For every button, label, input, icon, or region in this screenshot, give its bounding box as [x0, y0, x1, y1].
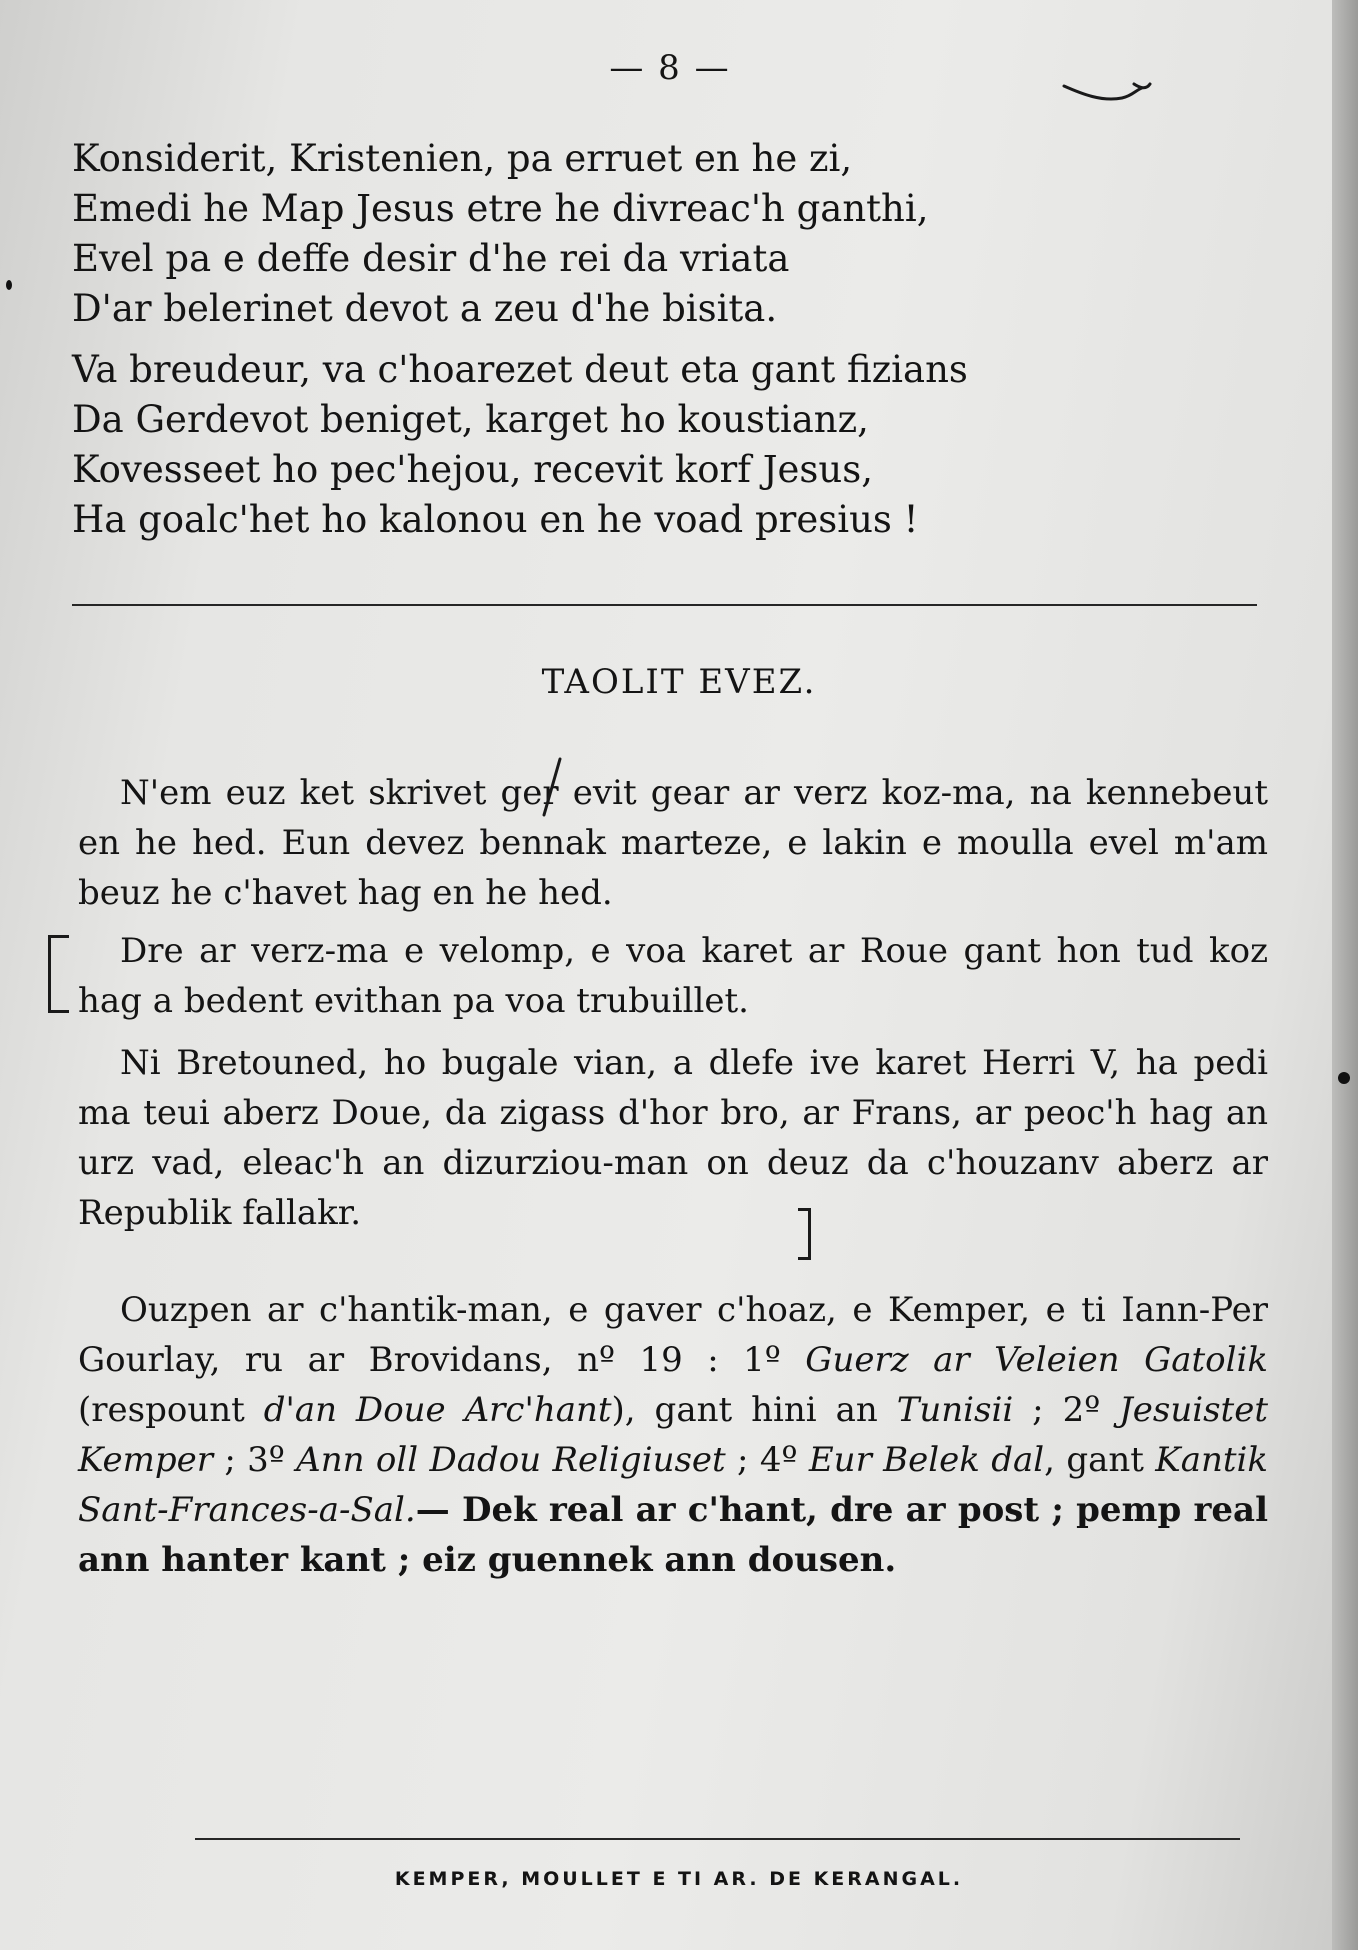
divider-rule: [195, 1838, 1240, 1840]
handwritten-pen-mark-icon: [1062, 80, 1152, 120]
verse-line: D'ar belerinet devot a zeu d'he bisita.: [72, 287, 778, 330]
publications-text: Ouzpen ar c'hantik-man, e gaver c'hoaz, e Kemper, e ti Iann-Per Gourlay, ru ar Brovidans, nº 19 : 1º: [78, 1290, 1268, 1380]
price-text: — Dek real ar c'hant, dre ar post ; pemp real ann hanter kant ; eiz guennek ann dousen.: [78, 1490, 1268, 1580]
printer-imprint: KEMPER, MOULLET E TI AR. DE KERANGAL.: [394, 1868, 964, 1890]
handwritten-bracket-close: [798, 1208, 811, 1260]
verse-line: Konsiderit, Kristenien, pa erruet en he zi,: [72, 137, 853, 180]
publications-text: (respount: [78, 1390, 264, 1430]
page-number: — 8 —: [609, 48, 731, 88]
publications-text: ; 2º: [1013, 1390, 1120, 1430]
verse-line: Da Gerdevot beniget, karget ho koustianz,: [72, 398, 869, 441]
publications-text: ; 3º: [213, 1440, 297, 1480]
publication-title: Jesuistet Kemper: [78, 1390, 1268, 1480]
publication-title: Kantik Sant-Frances-a-Sal.: [78, 1440, 1269, 1530]
publication-title: d'an Doue Arc'hant: [263, 1390, 612, 1430]
handwritten-slash-mark-icon: [538, 757, 564, 817]
ink-speck: [6, 280, 12, 290]
publications-text: ), gant hini an: [611, 1390, 897, 1430]
divider-rule: [72, 604, 1257, 606]
publications-text: ; 4º: [725, 1440, 809, 1480]
verse-line: Ha goalc'het ho kalonou en he voad presius !: [72, 498, 919, 541]
publications-paragraph: [78, 1285, 1268, 1585]
handwritten-bracket-open: [48, 935, 69, 1013]
verse-stanza: [72, 134, 928, 334]
notice-paragraph: N'em euz ket skrivet ger evit gear ar verz koz-ma, na kennebeut en he hed. Eun devez bennak marteze, e lakin e moulla evel m'am beuz he c'havet hag en he hed.: [78, 773, 1268, 913]
verse-line: Kovesseet ho pec'hejou, recevit korf Jesus,: [72, 448, 873, 491]
ink-speck: [1338, 1072, 1350, 1084]
verse-line: Va breudeur, va c'hoarezet deut eta gant fizians: [72, 348, 968, 391]
section-title: TAOLIT EVEZ.: [541, 662, 817, 702]
notice-paragraph: Dre ar verz-ma e velomp, e voa karet ar Roue gant hon tud koz hag a bedent evithan pa voa trubuillet.: [78, 931, 1268, 1021]
publication-title: Eur Belek dal: [808, 1440, 1045, 1480]
publication-title: Tunisii: [896, 1390, 1014, 1430]
publication-title: Ann oll Dadou Religiuset: [296, 1440, 726, 1480]
publications-text: , gant: [1044, 1440, 1156, 1480]
verse-line: Emedi he Map Jesus etre he divreac'h ganthi,: [72, 187, 929, 230]
notice-paragraph: Ni Bretouned, ho bugale vian, a dlefe ive karet Herri V, ha pedi ma teui aberz Doue, da zigass d'hor bro, ar Frans, ar peoc'h hag an urz vad, eleac'h an dizurziou-man on deuz da c'houzanv aberz ar Republik fallakr.: [78, 1043, 1268, 1233]
verse-line: Evel pa e deffe desir d'he rei da vriata: [72, 237, 790, 280]
book-spine-shadow: [1332, 0, 1358, 1950]
verse-stanza: [72, 345, 968, 545]
publication-title: Guerz ar Veleien Gatolik: [805, 1340, 1268, 1380]
